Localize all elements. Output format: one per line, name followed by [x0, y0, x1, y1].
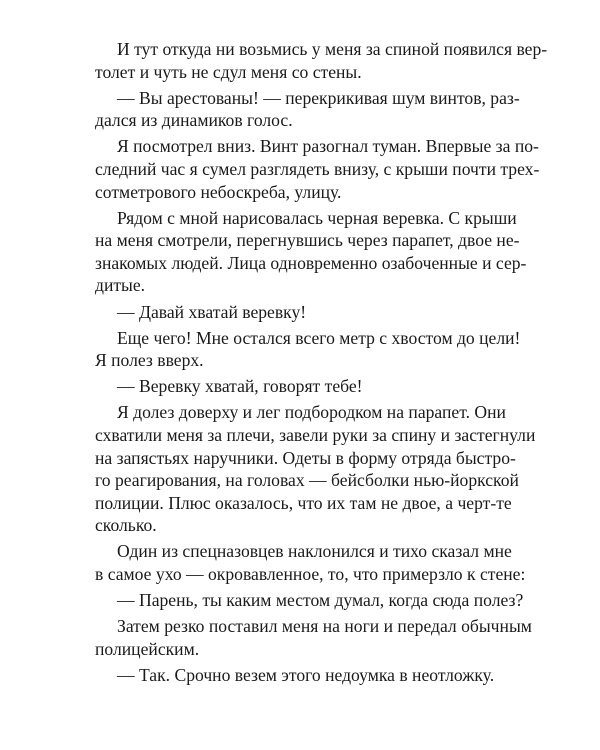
- text-line: следний час я сумел разглядеть внизу, с крыши почти трех-: [95, 158, 540, 179]
- text-line: толет и чуть не сдул меня со стены.: [95, 61, 362, 82]
- paragraph: [95, 540, 526, 585]
- text-line: схватили меня за плечи, завели руки за спину и застегнули: [95, 425, 536, 445]
- text-line: — Давай хватай веревку!: [117, 301, 307, 322]
- text-line: знакомых людей. Лица одновременно озабоченные и сер-: [95, 252, 527, 273]
- paragraph: [95, 375, 505, 398]
- paragraph: [95, 207, 527, 297]
- text-line: Я полез вверх.: [95, 350, 204, 371]
- paragraph: [95, 664, 505, 687]
- paragraph: [95, 327, 521, 372]
- text-line: полицейским.: [95, 638, 200, 659]
- text-line: на меня смотрели, перегнувшись через парапет, двое не-: [95, 230, 520, 251]
- text-line: полиции. Плюс оказалось, что их там не двое, а черт-те: [95, 492, 512, 513]
- text-line: дался из динамиков голос.: [95, 110, 293, 131]
- text-line: Я посмотрел вниз. Винт разогнал туман. Впервые за по-: [117, 136, 539, 157]
- paragraph: [95, 401, 536, 537]
- text-line: — Парень, ты каким местом думал, когда сюда полез?: [117, 590, 524, 611]
- text-line: Я долез доверху и лег подбородком на парапет. Они: [117, 402, 506, 423]
- text-line: Затем резко поставил меня на ноги и передал обычным: [117, 616, 532, 637]
- paragraph: [95, 87, 520, 132]
- text-line: сколько.: [95, 515, 157, 536]
- paragraph: [95, 135, 540, 203]
- paragraph: [95, 301, 505, 324]
- paragraph: [95, 615, 532, 660]
- text-line: И тут откуда ни возьмись у меня за спиной появился вер-: [117, 39, 548, 59]
- text-line: — Веревку хватай, говорят тебе!: [117, 376, 363, 397]
- text-line: — Вы арестованы! — перекрикивая шум винтов, раз-: [117, 87, 520, 108]
- paragraph: [95, 589, 524, 612]
- text-line: на запястьях наручники. Одеты в форму отряда быстро-: [95, 447, 516, 468]
- text-line: дитые.: [95, 275, 146, 296]
- text-line: — Так. Срочно везем этого недоумка в неотложку.: [117, 664, 495, 685]
- text-line: в самое ухо — окровавленное, то, что примерзло к стене:: [95, 564, 526, 585]
- text-line: сотметрового небоскреба, улицу.: [95, 181, 342, 202]
- text-line: го реагирования, на головах — бейсболки нью-йоркской: [95, 470, 519, 491]
- body-text: [95, 38, 548, 687]
- text-line: Один из спецназовцев наклонился и тихо сказал мне: [117, 541, 512, 562]
- paragraph: [95, 38, 548, 83]
- text-line: Еще чего! Мне остался всего метр с хвостом до цели!: [117, 327, 521, 348]
- text-line: Рядом с мной нарисовалась черная веревка. С крыши: [117, 207, 517, 228]
